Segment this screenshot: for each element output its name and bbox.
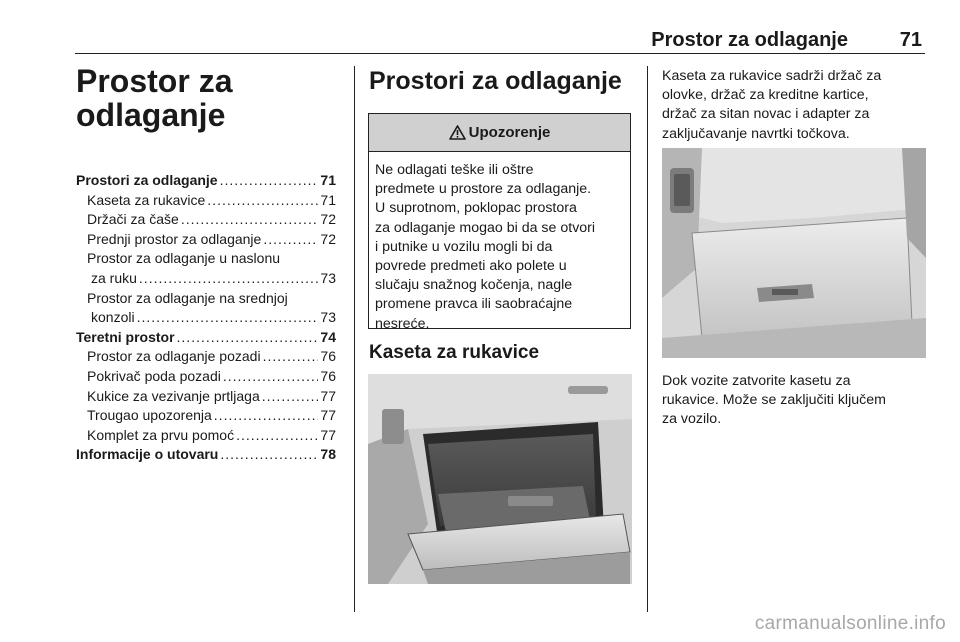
- toc-page: 76: [320, 348, 336, 365]
- text-line: olovke, držač za kreditne kartice,: [662, 87, 869, 104]
- warning-header: [369, 114, 630, 152]
- toc-leader: [139, 269, 319, 289]
- toc-label: Teretni prostor: [76, 328, 175, 345]
- toc-leader: [137, 308, 319, 328]
- subsection-title: Kaseta za rukavice: [369, 342, 540, 363]
- chapter-title-line: odlaganje: [76, 97, 226, 133]
- toc-leader: [177, 328, 319, 348]
- toc-leader: [263, 347, 319, 367]
- column-divider-right: [647, 66, 648, 612]
- warning-heading: Upozorenje: [468, 124, 551, 141]
- toc-entry-komplet[interactable]: [76, 426, 336, 446]
- toc-label: Prostor za odlaganje pozadi: [87, 348, 261, 365]
- toc-entry-konzola[interactable]: [76, 289, 336, 328]
- glovebox-closed-illustration: [662, 148, 926, 358]
- toc-entry-trougao[interactable]: [76, 406, 336, 426]
- toc-page: 71: [320, 191, 336, 208]
- warning-line: nesreće.: [375, 315, 430, 332]
- toc-label: Komplet za prvu pomoć: [87, 426, 235, 443]
- warning-triangle-icon: [449, 125, 466, 140]
- text-line: držač za sitan novac i adapter za: [662, 106, 870, 123]
- text-line: rukavice. Može se zaključiti ključem: [662, 392, 886, 409]
- toc-label: Prostor za odlaganje na srednjoj: [87, 289, 288, 306]
- toc-entry-naslon[interactable]: [76, 249, 336, 288]
- warning-line: U suprotnom, poklopac prostora: [375, 200, 577, 217]
- toc-entry-kaseta[interactable]: [76, 191, 336, 211]
- watermark: carmanualsonline.info: [754, 613, 946, 634]
- toc-leader: [214, 406, 319, 426]
- toc-entry-pozadi[interactable]: [76, 347, 336, 367]
- toc-leader: [220, 445, 318, 465]
- warning-box: [368, 113, 631, 332]
- toc-label: Prostor za odlaganje u naslonu: [87, 250, 281, 267]
- running-header-title: Prostor za odlaganje: [651, 29, 848, 51]
- toc-entry-prostori[interactable]: [76, 171, 336, 191]
- warning-line: povrede predmeti ako polete u: [375, 258, 567, 275]
- table-of-contents: [76, 171, 336, 465]
- toc-entry-pokrivac[interactable]: [76, 367, 336, 387]
- toc-page: 78: [320, 446, 336, 463]
- toc-page: 73: [320, 309, 336, 326]
- toc-page: 73: [320, 269, 336, 286]
- toc-entry-teretni[interactable]: [76, 328, 336, 348]
- toc-label: konzoli: [91, 309, 135, 326]
- toc-entry-informacije[interactable]: [76, 445, 336, 465]
- toc-page: 72: [320, 230, 336, 247]
- toc-leader: [181, 210, 319, 230]
- toc-leader: [262, 387, 319, 407]
- toc-label: Kukice za vezivanje prtljaga: [87, 387, 260, 404]
- toc-page: 71: [320, 172, 336, 188]
- toc-entry-drzaci[interactable]: [76, 210, 336, 230]
- toc-page: 77: [320, 407, 336, 424]
- toc-entry-continuation: [76, 308, 336, 328]
- toc-label: Pokrivač poda pozadi: [87, 367, 221, 384]
- toc-label: Trougao upozorenja: [87, 407, 212, 424]
- text-line: za vozilo.: [662, 411, 722, 428]
- toc-page: 77: [320, 426, 336, 443]
- toc-page: 72: [320, 211, 336, 228]
- toc-label: Kaseta za rukavice: [87, 191, 206, 208]
- toc-entry-kukice[interactable]: [76, 387, 336, 407]
- warning-line: slučaju snažnog kočenja, nagle: [375, 277, 573, 294]
- glovebox-description: [662, 67, 932, 144]
- text-line: Kaseta za rukavice sadrži držač za: [662, 68, 882, 84]
- text-line: zaključavanje navrtki točkova.: [662, 125, 850, 142]
- toc-entry-continuation: [76, 269, 336, 289]
- toc-label: Držači za čaše: [87, 211, 179, 228]
- warning-text: [369, 152, 630, 334]
- toc-label: za ruku: [91, 269, 137, 286]
- toc-entry-prednji[interactable]: [76, 230, 336, 250]
- warning-line: predmete u prostore za odlaganje.: [375, 181, 592, 198]
- header-rule: [75, 53, 925, 54]
- toc-page: 77: [320, 387, 336, 404]
- chapter-title-line: Prostor za: [76, 63, 233, 99]
- toc-label: Informacije o utovaru: [76, 446, 219, 463]
- toc-leader: [223, 367, 319, 387]
- warning-line: za odlaganje mogao bi da se otvori: [375, 219, 596, 236]
- chapter-title: [76, 64, 346, 132]
- toc-page: 76: [320, 367, 336, 384]
- toc-label: Prostori za odlaganje: [76, 172, 218, 188]
- toc-leader: [263, 230, 318, 250]
- toc-leader: [207, 191, 318, 211]
- warning-line: i putnike u vozilu mogli bi da: [375, 238, 553, 255]
- toc-page: 74: [320, 328, 336, 345]
- section-title: Prostori za odlaganje: [369, 67, 622, 95]
- toc-label: Prednji prostor za odlaganje: [87, 230, 262, 247]
- toc-leader: [220, 171, 319, 191]
- column-divider-left: [354, 66, 355, 612]
- page-number: 71: [899, 29, 922, 51]
- warning-line: promene pravca ili saobraćajne: [375, 296, 573, 313]
- toc-leader: [236, 426, 318, 446]
- warning-line: Ne odlagati teške ili oštre: [375, 162, 534, 178]
- text-line: Dok vozite zatvorite kasetu za: [662, 373, 851, 389]
- glovebox-open-illustration: [368, 374, 632, 584]
- glovebox-instruction: [662, 372, 932, 430]
